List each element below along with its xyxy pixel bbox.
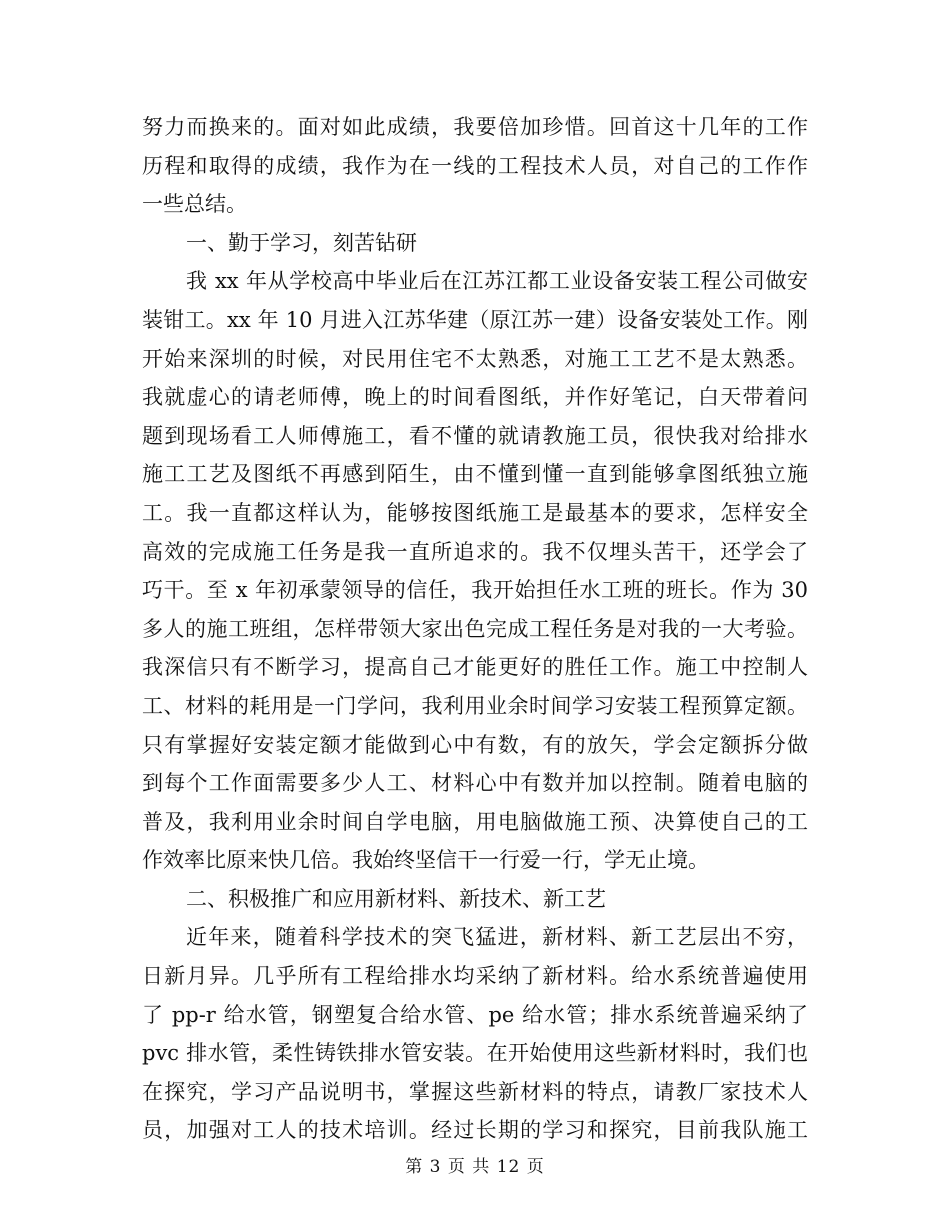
body-line: 我深信只有不断学习，提高自己才能更好的胜任工作。施工中控制人 <box>142 655 808 680</box>
body-line: 历程和取得的成绩，我作为在一线的工程技术人员，对自己的工作作 <box>142 153 808 178</box>
body-line: 在探究，学习产品说明书，掌握这些新材料的特点，请教厂家技术人 <box>142 1079 808 1104</box>
body-line: 施工工艺及图纸不再感到陌生，由不懂到懂一直到能够拿图纸独立施 <box>142 462 808 487</box>
body-line: 装钳工。xx 年 10 月进入江苏华建（原江苏一建）设备安装处工作。刚 <box>142 307 808 332</box>
body-line: 多人的施工班组，怎样带领大家出色完成工程任务是对我的一大考验。 <box>142 616 808 641</box>
section-heading-2: 二、积极推广和应用新材料、新技术、新工艺 <box>186 886 606 911</box>
body-line: pvc 排水管，柔性铸铁排水管安装。在开始使用这些新材料时，我们也 <box>142 1041 808 1066</box>
body-line: 了 pp-r 给水管，钢塑复合给水管、pe 给水管；排水系统普遍采纳了 <box>142 1002 808 1027</box>
body-line: 日新月异。几乎所有工程给排水均采纳了新材料。给水系统普遍使用 <box>142 964 808 989</box>
body-line: 我 xx 年从学校高中毕业后在江苏江都工业设备安装工程公司做安 <box>186 269 808 294</box>
body-line: 到每个工作面需要多少人工、材料心中有数并加以控制。随着电脑的 <box>142 771 808 796</box>
document-body <box>142 108 808 1150</box>
body-line: 员，加强对工人的技术培训。经过长期的学习和探究，目前我队施工 <box>142 1118 808 1143</box>
body-line: 工、材料的耗用是一门学问，我利用业余时间学习安装工程预算定额。 <box>142 693 808 718</box>
body-line: 开始来深圳的时候，对民用住宅不太熟悉，对施工工艺不是太熟悉。 <box>142 346 808 371</box>
body-line: 近年来，随着科学技术的突飞猛进，新材料、新工艺层出不穷， <box>186 925 808 950</box>
body-line: 题到现场看工人师傅施工，看不懂的就请教施工员，很快我对给排水 <box>142 423 808 448</box>
body-line: 高效的完成施工任务是我一直所追求的。我不仅埋头苦干，还学会了 <box>142 539 808 564</box>
section-heading-1: 一、勤于学习，刻苦钻研 <box>186 230 417 255</box>
body-line: 普及，我利用业余时间自学电脑，用电脑做施工预、决算使自己的工 <box>142 809 808 834</box>
page-number-footer: 第 3 页 共 12 页 <box>405 1157 545 1177</box>
body-line: 我就虚心的请老师傅，晚上的时间看图纸，并作好笔记，白天带着问 <box>142 385 808 410</box>
body-line: 巧干。至 x 年初承蒙领导的信任，我开始担任水工班的班长。作为 30 <box>142 578 808 603</box>
body-line: 努力而换来的。面对如此成绩，我要倍加珍惜。回首这十几年的工作 <box>142 115 808 139</box>
body-line: 作效率比原来快几倍。我始终坚信干一行爱一行，学无止境。 <box>142 848 709 873</box>
body-line: 工。我一直都这样认为，能够按图纸施工是最基本的要求，怎样安全 <box>142 500 808 525</box>
body-line: 只有掌握好安装定额才能做到心中有数，有的放矢，学会定额拆分做 <box>142 732 808 757</box>
body-line: 一些总结。 <box>142 192 247 217</box>
